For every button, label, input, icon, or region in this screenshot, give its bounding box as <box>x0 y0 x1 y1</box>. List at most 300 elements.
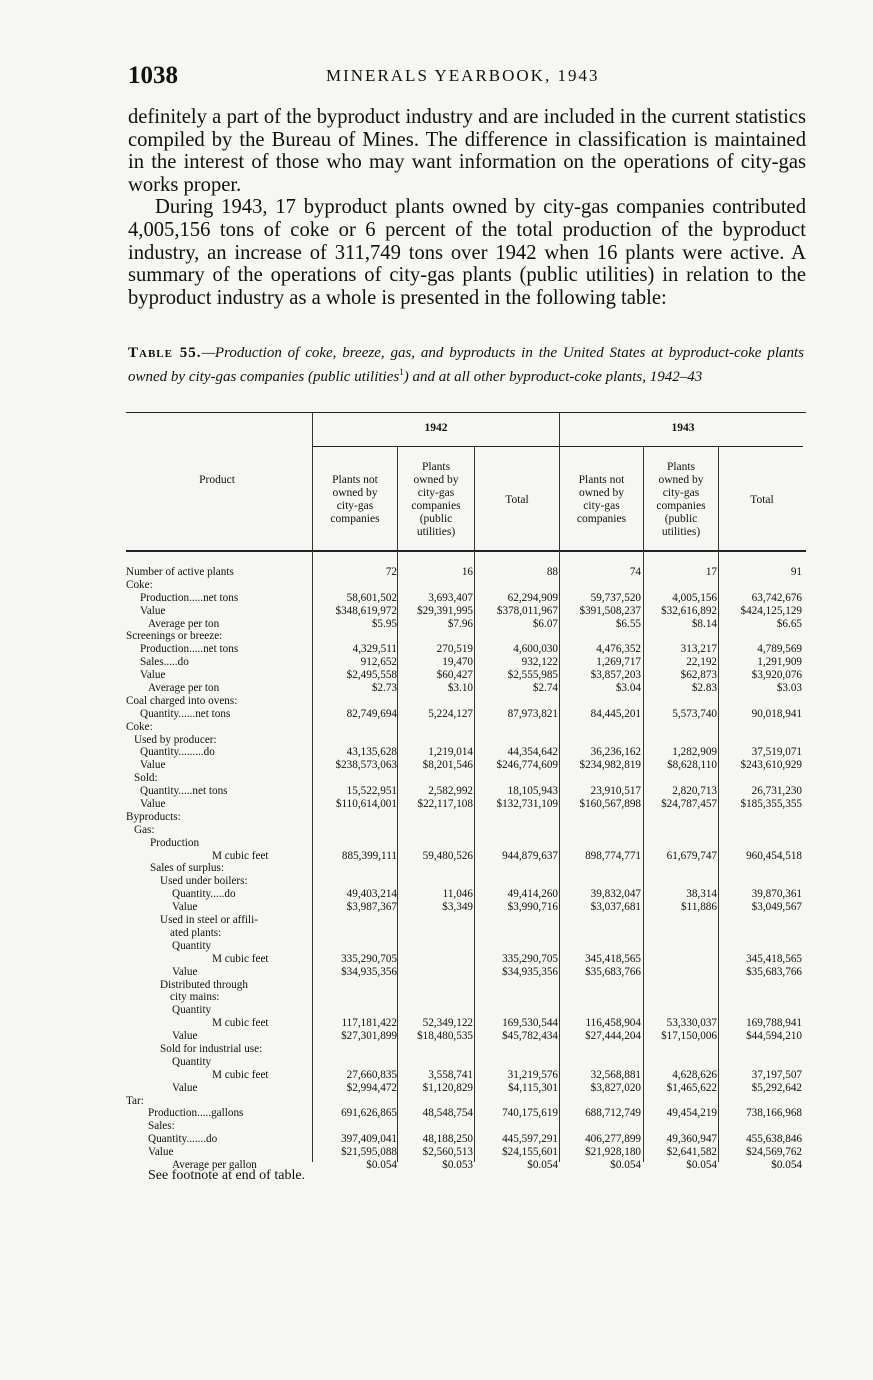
table-cell <box>558 914 641 927</box>
table-cell: $234,982,819 <box>579 759 641 772</box>
table-cell <box>720 1004 802 1017</box>
row-label: Value <box>148 1146 174 1159</box>
table-cell: 738,166,968 <box>746 1107 802 1120</box>
table-cell <box>397 991 473 1004</box>
table-cell: 4,476,352 <box>596 643 641 656</box>
table-cell: 4,005,156 <box>672 591 717 604</box>
table-cell <box>313 1043 397 1056</box>
table-cell <box>313 772 397 785</box>
table-cell: $348,619,972 <box>335 604 397 617</box>
header-rule <box>126 550 806 552</box>
column-1943-owned <box>643 566 717 1172</box>
table-cell: 72 <box>385 566 397 578</box>
table-cell: 270,519 <box>436 643 473 656</box>
table-cell: $3.03 <box>776 682 802 695</box>
table-cell <box>397 927 473 940</box>
table-cell: 82,749,694 <box>346 707 397 720</box>
table-cell <box>643 721 717 734</box>
table-cell: 5,224,127 <box>428 707 473 720</box>
row-label: Sales.....do <box>140 656 189 669</box>
table-cell <box>643 1056 717 1069</box>
table-cell: 688,712,749 <box>585 1107 641 1120</box>
table-cell: $424,125,129 <box>740 604 802 617</box>
page-number: 1038 <box>128 62 178 89</box>
table-cell <box>476 862 558 875</box>
table-cell: $243,610,929 <box>740 759 802 772</box>
table-cell <box>397 862 473 875</box>
table-cell <box>476 1004 558 1017</box>
table-cell <box>643 940 717 953</box>
footnote-mark: 1 <box>399 366 404 377</box>
table-cell <box>643 991 717 1004</box>
table-cell: $24,787,457 <box>661 798 717 811</box>
table-cell <box>720 811 802 824</box>
table-cell: 53,330,037 <box>666 1017 717 1030</box>
table-cell: $2.73 <box>371 682 397 695</box>
paragraph: During 1943, 17 byproduct plants owned by city-gas companies contributed 4,005,156 tons of coke or 6 percent of the total production of the byproduct industry, an increase of 311,749 tons over 1942 when 16 plants were active. A summary of the operations of city-gas plants (public utilities) in relation to the byproduct industry as a whole is presented in the following table: <box>128 196 806 309</box>
column-1943-not-owned <box>558 566 641 1172</box>
table-cell: $3,049,567 <box>751 901 802 914</box>
table-cell: 898,774,771 <box>585 849 641 862</box>
table-cell <box>720 630 802 643</box>
row-label: Average per gallon <box>172 1158 257 1171</box>
table-cell: 23,910,517 <box>590 785 641 798</box>
row-label: Coke: <box>126 720 153 733</box>
table-cell: $34,935,356 <box>502 965 558 978</box>
table-cell <box>476 927 558 940</box>
table-cell: 169,530,544 <box>502 1017 558 1030</box>
table-cell: $3,827,020 <box>590 1081 641 1094</box>
table-cell: $5.95 <box>371 617 397 630</box>
table-cell <box>313 734 397 747</box>
row-label: M cubic feet <box>212 1017 269 1030</box>
table-cell <box>558 824 641 837</box>
column-header: Total <box>750 494 774 506</box>
table-cell <box>558 1120 641 1133</box>
table-cell: $27,301,899 <box>341 1030 397 1043</box>
table-cell <box>558 940 641 953</box>
row-label: Sales of surplus: <box>150 862 224 875</box>
column-divider <box>718 447 719 1162</box>
table-cell <box>476 695 558 708</box>
running-title: MINERALS YEARBOOK, 1943 <box>326 66 600 85</box>
table-cell <box>643 1095 717 1108</box>
row-label: Distributed through <box>160 978 248 991</box>
table-cell: $3,349 <box>442 901 473 914</box>
table-cell <box>720 862 802 875</box>
column-header: Total <box>505 494 529 506</box>
row-label: Quantity.........do <box>140 746 215 759</box>
table-cell <box>397 953 473 966</box>
row-label: Used by producer: <box>134 733 217 746</box>
row-label: Screenings or breeze: <box>126 630 223 643</box>
table-cell <box>313 1056 397 1069</box>
table-cell: 5,573,740 <box>672 707 717 720</box>
table-cell: $3,037,681 <box>590 901 641 914</box>
table-cell <box>476 979 558 992</box>
table-cell <box>720 914 802 927</box>
table-cell: $2,495,558 <box>346 669 397 682</box>
row-label: Sold for industrial use: <box>160 1042 263 1055</box>
table-cell <box>643 837 717 850</box>
table-cell: 117,181,422 <box>341 1017 397 1030</box>
column-1942-not-owned <box>313 566 397 1172</box>
table-cell: 48,548,754 <box>422 1107 473 1120</box>
table-cell: 63,742,676 <box>751 591 802 604</box>
table-cell <box>720 579 802 592</box>
table-cell: $2.74 <box>532 682 558 695</box>
table-cell: $2,560,513 <box>422 1146 473 1159</box>
table-cell <box>313 630 397 643</box>
table-title-end: ) and at all other byproduct-coke plants, 1942–43 <box>403 368 703 385</box>
row-label: Production <box>150 836 200 849</box>
table-cell: $7.96 <box>447 617 473 630</box>
table-cell <box>643 695 717 708</box>
table-cell: 116,458,904 <box>585 1017 641 1030</box>
table-cell: 11,046 <box>442 888 473 901</box>
table-cell: 169,788,941 <box>746 1017 802 1030</box>
table-cell <box>558 979 641 992</box>
table-cell <box>397 1043 473 1056</box>
table-cell <box>643 1004 717 1017</box>
table-cell <box>476 811 558 824</box>
table-cell: 59,737,520 <box>590 591 641 604</box>
paragraph: definitely a part of the byproduct industry and are included in the current statistics compiled by the Bureau of Mines. The difference in classification is maintained in the interest of those who may want information on the operations of city-gas works proper. <box>128 106 806 196</box>
table-cell: 345,418,565 <box>746 952 802 965</box>
table-cell: $6.07 <box>532 617 558 630</box>
table-cell: 406,277,899 <box>585 1133 641 1146</box>
table-cell <box>558 862 641 875</box>
table-cell: 61,679,747 <box>666 849 717 862</box>
table-cell: $391,508,237 <box>579 604 641 617</box>
table-cell: 4,329,511 <box>352 643 397 656</box>
row-label: Quantity.....net tons <box>140 785 228 798</box>
table-cell: 88 <box>546 566 558 578</box>
row-label: M cubic feet <box>212 952 269 965</box>
table-cell <box>720 927 802 940</box>
table-cell <box>643 824 717 837</box>
table-cell <box>643 862 717 875</box>
row-label: Gas: <box>134 823 155 836</box>
table-cell: 44,354,642 <box>507 746 558 759</box>
table-cell: 31,219,576 <box>507 1068 558 1081</box>
row-label: Value <box>172 901 198 914</box>
table-cell: $3.10 <box>447 682 473 695</box>
table-cell <box>313 1095 397 1108</box>
table-cell: 2,582,992 <box>428 785 473 798</box>
table-cell: $8.14 <box>691 617 717 630</box>
table-label: Table 55. <box>128 345 202 361</box>
table-cell: 335,290,705 <box>341 952 397 965</box>
table-cell: $1,120,829 <box>422 1081 473 1094</box>
table-cell: $0.054 <box>366 1158 397 1171</box>
column-1942-total <box>476 566 558 1172</box>
table-cell <box>558 837 641 850</box>
row-label: Used in steel or affili- <box>160 914 258 927</box>
table-cell: $2,641,582 <box>666 1146 717 1159</box>
table-cell: $3.04 <box>615 682 641 695</box>
table-cell <box>313 824 397 837</box>
table-cell <box>476 1043 558 1056</box>
table-cell <box>558 734 641 747</box>
table-cell: $0.054 <box>527 1158 558 1171</box>
table-cell <box>313 914 397 927</box>
table-cell: 36,236,162 <box>590 746 641 759</box>
table-cell: $24,155,601 <box>502 1146 558 1159</box>
table-cell: 62,294,909 <box>507 591 558 604</box>
table-cell: $27,444,204 <box>585 1030 641 1043</box>
table-cell: $32,616,892 <box>661 604 717 617</box>
table-cell: $185,355,355 <box>740 798 802 811</box>
row-label: Value <box>140 798 166 811</box>
table-cell <box>643 914 717 927</box>
table-cell: 335,290,705 <box>502 952 558 965</box>
table-cell <box>313 875 397 888</box>
row-label: Sales: <box>148 1120 175 1133</box>
table-cell <box>313 811 397 824</box>
column-1943-total <box>720 566 802 1172</box>
row-label: ated plants: <box>170 926 222 939</box>
table-cell: 39,832,047 <box>590 888 641 901</box>
table-cell <box>476 579 558 592</box>
table-cell <box>558 772 641 785</box>
table-cell <box>720 1056 802 1069</box>
row-label: Value <box>140 759 166 772</box>
column-header: Plants not owned by city-gas companies <box>330 474 380 525</box>
table-cell: 691,626,865 <box>341 1107 397 1120</box>
table-cell: $35,683,766 <box>746 965 802 978</box>
table-cell <box>643 579 717 592</box>
table-cell <box>720 695 802 708</box>
table-cell: 49,454,219 <box>666 1107 717 1120</box>
table-title: —Production of coke, breeze, gas, and byproducts in the United States at byproduct-coke plants owned by city-gas companies (public utilities <box>128 345 804 385</box>
table-cell <box>558 1004 641 1017</box>
table-cell: $1,465,622 <box>666 1081 717 1094</box>
table-cell <box>476 837 558 850</box>
column-header: Plants owned by city-gas companies (public utilities) <box>411 461 461 538</box>
table-cell: $3,920,076 <box>751 669 802 682</box>
table-cell: $2,994,472 <box>346 1081 397 1094</box>
table-cell: 932,122 <box>521 656 558 669</box>
table-cell: 49,414,260 <box>507 888 558 901</box>
table-cell <box>313 721 397 734</box>
table-cell <box>558 721 641 734</box>
table-cell: $60,427 <box>436 669 473 682</box>
row-label: M cubic feet <box>212 849 269 862</box>
table-cell: $246,774,609 <box>496 759 558 772</box>
table-cell: 87,973,821 <box>507 707 558 720</box>
table-cell <box>558 695 641 708</box>
table-cell <box>397 695 473 708</box>
row-label: M cubic feet <box>212 1068 269 1081</box>
row-label: Value <box>172 965 198 978</box>
table-cell <box>476 875 558 888</box>
table-cell: $3,990,716 <box>507 901 558 914</box>
row-label: Used under boilers: <box>160 875 248 888</box>
table-cell: $0.054 <box>686 1158 717 1171</box>
table-cell: 58,601,502 <box>346 591 397 604</box>
year-header-1942: 1942 <box>424 422 448 434</box>
table-cell: $160,567,898 <box>579 798 641 811</box>
data-table <box>126 412 806 1171</box>
table-cell <box>720 734 802 747</box>
column-divider <box>474 447 475 1162</box>
table-cell <box>643 734 717 747</box>
row-labels <box>126 566 312 1172</box>
table-cell <box>643 875 717 888</box>
table-cell <box>476 734 558 747</box>
table-cell: $11,886 <box>681 901 717 914</box>
table-cell: $6.55 <box>615 617 641 630</box>
table-cell <box>313 927 397 940</box>
table-cell <box>397 875 473 888</box>
table-cell <box>558 875 641 888</box>
table-cell <box>558 991 641 1004</box>
table-cell <box>313 579 397 592</box>
row-label: Quantity <box>172 1004 212 1017</box>
table-cell: 48,188,250 <box>422 1133 473 1146</box>
row-label: Value <box>140 604 166 617</box>
row-label: Production.....gallons <box>148 1107 244 1120</box>
row-label: Byproducts: <box>126 810 181 823</box>
table-cell <box>397 721 473 734</box>
table-cell: $6.65 <box>776 617 802 630</box>
table-cell: 4,789,569 <box>757 643 802 656</box>
table-cell <box>720 991 802 1004</box>
table-cell: 1,282,909 <box>672 746 717 759</box>
table-cell: 15,522,951 <box>346 785 397 798</box>
table-cell: $21,595,088 <box>341 1146 397 1159</box>
table-cell: 52,349,122 <box>422 1017 473 1030</box>
table-cell <box>397 734 473 747</box>
table-cell <box>397 1095 473 1108</box>
table-cell <box>643 979 717 992</box>
table-cell: $378,011,967 <box>496 604 558 617</box>
table-cell: 84,445,201 <box>590 707 641 720</box>
table-cell <box>397 1004 473 1017</box>
table-cell <box>476 1056 558 1069</box>
column-header: Plants owned by city-gas companies (public utilities) <box>656 461 706 538</box>
table-cell <box>720 979 802 992</box>
table-cell <box>558 1095 641 1108</box>
row-label: Coke: <box>126 578 153 591</box>
table-cell: $4,115,301 <box>508 1081 558 1094</box>
row-label: Coal charged into ovens: <box>126 694 238 707</box>
table-cell <box>643 953 717 966</box>
row-label: Sold: <box>134 772 158 785</box>
table-cell: 49,360,947 <box>666 1133 717 1146</box>
table-cell <box>476 940 558 953</box>
table-cell: 49,403,214 <box>346 888 397 901</box>
product-header: Product <box>199 474 235 486</box>
table-cell: 32,568,881 <box>590 1068 641 1081</box>
table-cell: 944,879,637 <box>502 849 558 862</box>
table-cell: $45,782,434 <box>502 1030 558 1043</box>
row-label: Average per ton <box>148 617 220 630</box>
table-cell <box>720 940 802 953</box>
table-cell: 26,731,230 <box>751 785 802 798</box>
table-cell <box>476 1120 558 1133</box>
table-cell: 4,628,626 <box>672 1068 717 1081</box>
table-cell: 2,820,713 <box>672 785 717 798</box>
table-caption <box>128 344 804 386</box>
table-cell <box>397 940 473 953</box>
body-text <box>128 106 806 309</box>
table-cell <box>476 824 558 837</box>
table-cell: 43,135,628 <box>346 746 397 759</box>
table-cell <box>476 721 558 734</box>
table-cell: 912,652 <box>360 656 397 669</box>
table-cell: 960,454,518 <box>746 849 802 862</box>
table-cell <box>643 811 717 824</box>
table-cell <box>313 862 397 875</box>
table-cell <box>313 979 397 992</box>
table-cell <box>643 630 717 643</box>
row-label: Value <box>172 1030 198 1043</box>
table-cell <box>476 1095 558 1108</box>
table-cell <box>397 811 473 824</box>
row-label: Value <box>172 1081 198 1094</box>
table-cell <box>397 772 473 785</box>
table-cell <box>720 875 802 888</box>
table-cell: $34,935,356 <box>341 965 397 978</box>
table-cell <box>397 1056 473 1069</box>
table-cell <box>313 695 397 708</box>
row-label: Tar: <box>126 1094 144 1107</box>
table-cell <box>558 1043 641 1056</box>
row-label: Quantity.......do <box>148 1133 218 1146</box>
table-cell: $24,569,762 <box>746 1146 802 1159</box>
table-cell <box>558 1056 641 1069</box>
table-cell <box>313 1120 397 1133</box>
column-1942-owned <box>397 566 473 1172</box>
table-cell <box>720 837 802 850</box>
table-cell <box>476 914 558 927</box>
column-header: Plants not owned by city-gas companies <box>576 474 627 525</box>
table-cell: $0.054 <box>771 1158 802 1171</box>
table-cell: $62,873 <box>680 669 717 682</box>
page-header <box>128 62 808 92</box>
table-cell: $18,480,535 <box>417 1030 473 1043</box>
table-cell: $44,594,210 <box>746 1030 802 1043</box>
table-cell: $17,150,006 <box>661 1030 717 1043</box>
table-cell <box>643 1120 717 1133</box>
table-cell <box>397 837 473 850</box>
row-label: Average per ton <box>148 682 220 695</box>
table-cell: $238,573,063 <box>335 759 397 772</box>
row-label: Production.....net tons <box>140 643 239 656</box>
row-label: Value <box>140 669 166 682</box>
table-cell: 345,418,565 <box>585 952 641 965</box>
table-cell: 1,291,909 <box>757 656 802 669</box>
table-cell <box>558 630 641 643</box>
table-cell <box>397 824 473 837</box>
table-cell: $5,292,642 <box>751 1081 802 1094</box>
table-cell: $110,614,001 <box>335 798 397 811</box>
table-cell <box>397 979 473 992</box>
table-cell <box>313 837 397 850</box>
table-cell: $3,857,203 <box>590 669 641 682</box>
table-cell: 90,018,941 <box>751 707 802 720</box>
table-cell <box>720 721 802 734</box>
table-cell: $8,628,110 <box>667 759 717 772</box>
table-cell <box>313 940 397 953</box>
table-cell: $0.054 <box>610 1158 641 1171</box>
table-cell <box>397 914 473 927</box>
table-cell: 3,558,741 <box>428 1068 473 1081</box>
table-cell: 37,197,507 <box>751 1068 802 1081</box>
table-cell: 18,105,943 <box>507 785 558 798</box>
